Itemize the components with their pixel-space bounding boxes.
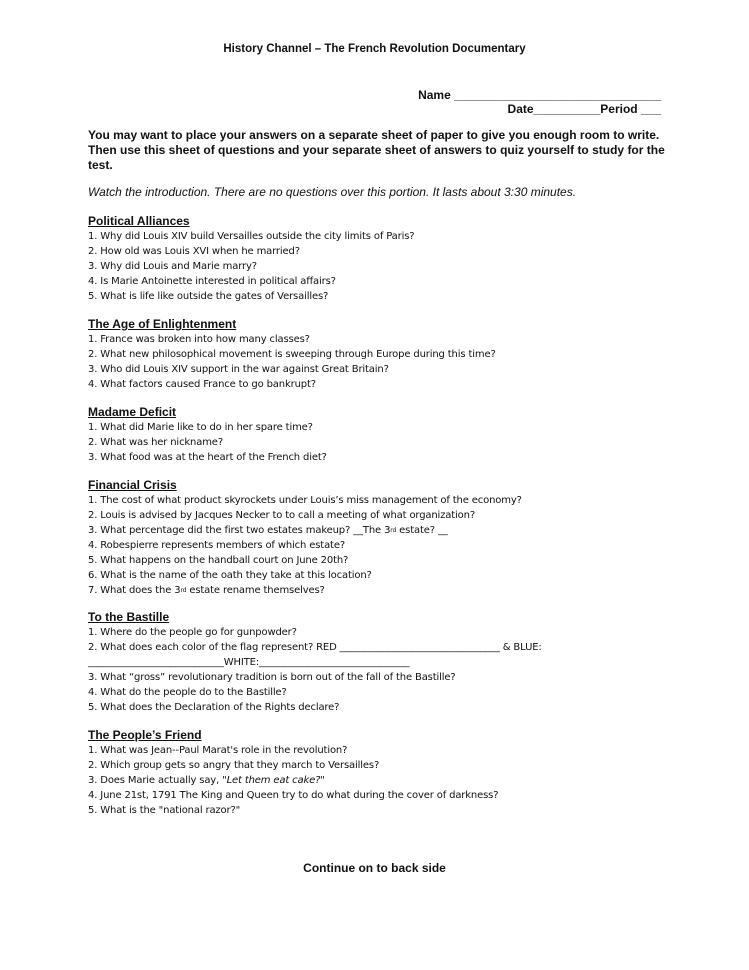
quote: "Let them eat cake?" [222, 775, 325, 786]
question-text: 5. What happens on the handball court on June 20th? [88, 555, 349, 566]
question-text: 2. Which group gets so angry that they march to Versailles? [88, 760, 380, 771]
continue-note: Continue on to back side [303, 861, 446, 875]
section-heading: The People’s Friend [88, 728, 202, 742]
section-the-people-s-friend [88, 728, 688, 818]
document-title: History Channel – The French Revolution Documentary [223, 43, 526, 55]
question-text: 3. Who did Louis XIV support in the war against Great Britain? [88, 364, 389, 375]
question-text: 3. Does Marie actually say, [88, 775, 223, 786]
question-text: 5. What is the "national razor?" [88, 805, 241, 816]
question-text: 2. How old was Louis XVI when he married? [88, 246, 300, 257]
question-item [88, 420, 688, 435]
question-item [88, 788, 688, 803]
name-field: Name _______________________________ [418, 88, 661, 102]
section-heading: Political Alliances [88, 214, 190, 228]
question-text: 1. Why did Louis XIV build Versailles outside the city limits of Paris? [88, 231, 415, 242]
question-item [88, 758, 688, 773]
question-text: 6. What is the name of the oath they take at this location? [88, 570, 372, 581]
question-text: 4. What factors caused France to go bankrupt? [88, 379, 316, 390]
question-text: 2. Louis is advised by Jacques Necker to to call a meeting of what organization? [88, 510, 475, 521]
question-text: 1. What did Marie like to do in her spare time? [88, 422, 313, 433]
question-text-cont: estate? __ [396, 525, 448, 536]
question-item [88, 347, 688, 362]
question-item [88, 670, 688, 685]
question-item [88, 377, 688, 392]
question-text: 3. What food was at the heart of the French diet? [88, 452, 327, 463]
question-item [88, 244, 688, 259]
section-heading: Financial Crisis [88, 478, 177, 492]
section-financial-crisis [88, 478, 688, 598]
question-item [88, 568, 688, 583]
question-text: 5. What is life like outside the gates of Versailles? [88, 291, 329, 302]
question-text: 7. What does the 3 [88, 585, 181, 596]
question-item [88, 493, 688, 508]
name-date-period-block [418, 88, 661, 116]
question-text: 4. Robespierre represents members of which estate? [88, 540, 345, 551]
section-madame-deficit [88, 405, 688, 465]
section-political-alliances [88, 214, 688, 304]
question-item [88, 625, 688, 640]
question-text: 4. What do the people do to the Bastille? [88, 687, 287, 698]
question-text: 2. What new philosophical movement is sweeping through Europe during this time? [88, 349, 496, 360]
watch-note: Watch the introduction. There are no questions over this portion. It lasts about 3:30 minutes. [88, 185, 577, 199]
section-the-age-of-enlightenment [88, 317, 688, 392]
question-item [88, 435, 688, 450]
question-item [88, 773, 688, 788]
section-heading: Madame Deficit [88, 405, 177, 419]
question-item [88, 685, 688, 700]
question-item [88, 450, 688, 465]
question-item [88, 362, 688, 377]
question-text: 2. What does each color of the flag represent? RED _________________________________ & BLUE: [88, 642, 542, 653]
question-item [88, 523, 688, 538]
section-to-the-bastille [88, 610, 688, 715]
question-item [88, 332, 688, 347]
section-heading: To the Bastille [88, 610, 170, 624]
instructions: You may want to place your answers on a separate sheet of paper to give you enough room to write. Then use this sheet of questions and your separate sheet of answers to quiz yourself to study for the test. [88, 128, 665, 172]
question-item [88, 553, 688, 568]
question-item [88, 508, 688, 523]
section-heading: The Age of Enlightenment [88, 317, 237, 331]
question-item [88, 640, 688, 655]
question-text: 4. Is Marie Antoinette interested in political affairs? [88, 276, 336, 287]
question-text: 3. What percentage did the first two estates makeup? __The 3 [88, 525, 391, 536]
superscript: rd [180, 587, 187, 594]
question-item [88, 229, 688, 244]
question-item [88, 803, 688, 818]
question-text: 1. Where do the people go for gunpowder? [88, 627, 297, 638]
question-item [88, 700, 688, 715]
question-text: 4. June 21st, 1791 The King and Queen try to do what during the cover of darkness? [88, 790, 499, 801]
superscript: rd [390, 527, 397, 534]
question-text: 2. What was her nickname? [88, 437, 223, 448]
question-text: 3. Why did Louis and Marie marry? [88, 261, 257, 272]
question-text: 1. What was Jean--Paul Marat's role in the revolution? [88, 745, 348, 756]
question-item [88, 655, 688, 670]
question-text: 5. What does the Declaration of the Rights declare? [88, 702, 340, 713]
question-text-cont: estate rename themselves? [186, 585, 325, 596]
question-text: 1. France was broken into how many classes? [88, 334, 310, 345]
question-item [88, 583, 688, 598]
date-period-field: Date__________Period ___ [507, 102, 661, 116]
question-item [88, 259, 688, 274]
question-text: 1. The cost of what product skyrockets under Louis’s miss management of the economy? [88, 495, 522, 506]
question-item [88, 743, 688, 758]
question-item [88, 538, 688, 553]
question-text: 3. What “gross” revolutionary tradition is born out of the fall of the Bastille? [88, 672, 456, 683]
question-text: ____________________________WHITE:_______________________________ [88, 657, 410, 668]
question-item [88, 289, 688, 304]
question-item [88, 274, 688, 289]
